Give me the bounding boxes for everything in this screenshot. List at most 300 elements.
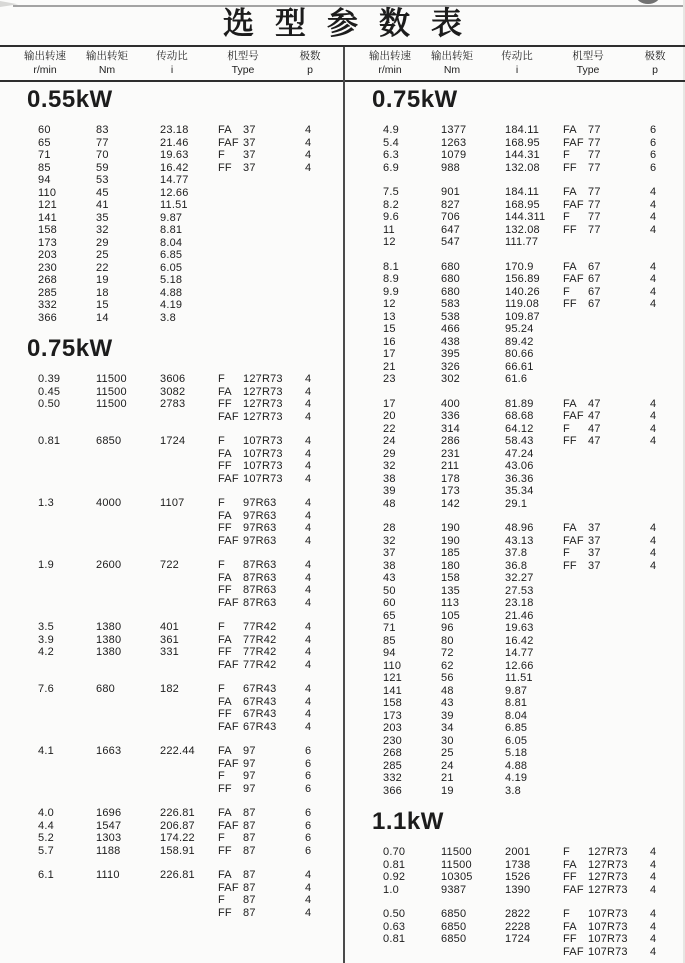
column-header-unit: r/min [378, 64, 402, 76]
table-row [0, 659, 343, 672]
type-prefix-cell [563, 735, 588, 748]
table-row [345, 435, 685, 448]
type-model-cell: 87R63 [243, 584, 277, 596]
torque-cell [96, 770, 160, 783]
torque-cell: 286 [441, 435, 460, 447]
torque-cell: 190 [441, 534, 460, 547]
torque-cell: 680 [441, 285, 460, 298]
ratio-cell [160, 572, 218, 585]
speed-cell: 71 [383, 622, 396, 634]
torque-cell: 680 [441, 260, 460, 273]
torque-cell: 1380 [96, 621, 122, 633]
type-prefix-cell: FA [563, 522, 577, 534]
speed-cell: 11 [383, 223, 395, 236]
row-group [0, 745, 343, 795]
column-header-label: 输出转矩 [86, 50, 128, 62]
torque-cell: 400 [441, 397, 460, 410]
ratio-cell: 174.22 [160, 832, 195, 844]
type-model-cell: 87R63 [243, 571, 277, 584]
ratio-cell: 222.44 [160, 745, 195, 757]
speed-cell: 37 [383, 547, 396, 559]
ratio-cell: 331 [160, 646, 179, 658]
column-header-unit: Type [576, 64, 600, 76]
poles-cell: 4 [650, 186, 657, 198]
table-row [345, 448, 685, 461]
poles-cell: 4 [650, 933, 657, 945]
table-row [345, 760, 685, 773]
type-model-cell [588, 785, 650, 798]
ratio-cell: 6.85 [505, 722, 528, 734]
poles-cell: 4 [305, 559, 312, 571]
torque-cell: 190 [441, 522, 460, 534]
table-row [0, 398, 343, 411]
poles-cell: 6 [305, 770, 312, 782]
ratio-cell: 37.8 [505, 547, 528, 559]
type-model-cell [588, 361, 650, 374]
speed-cell [38, 907, 96, 920]
ratio-cell: 144.311 [505, 211, 546, 223]
column-header-unit: Nm [98, 64, 116, 76]
table-row [0, 882, 343, 895]
poles-cell: 4 [650, 211, 657, 223]
speed-cell: 29 [383, 447, 396, 460]
torque-cell: 4000 [96, 497, 122, 509]
type-prefix-cell: F [218, 683, 225, 695]
type-prefix-cell [218, 274, 243, 287]
table-row [345, 373, 685, 386]
poles-cell [650, 735, 680, 748]
ratio-cell: 36.8 [505, 559, 528, 572]
torque-cell: 901 [441, 186, 460, 198]
ratio-cell: 43.13 [505, 534, 534, 547]
ratio-cell: 1526 [505, 871, 531, 883]
poles-cell: 4 [650, 260, 657, 273]
speed-cell [38, 659, 96, 672]
torque-cell: 647 [441, 223, 460, 236]
type-prefix-cell [563, 236, 588, 249]
table-row [0, 535, 343, 548]
table-row [0, 597, 343, 610]
torque-cell [441, 946, 505, 959]
type-model-cell: 107R73 [243, 460, 283, 472]
ratio-cell: 43.06 [505, 460, 534, 472]
ratio-cell: 27.53 [505, 584, 534, 597]
ratio-cell [160, 448, 218, 461]
type-prefix-cell: FA [218, 695, 232, 708]
ratio-cell: 722 [160, 559, 179, 571]
ratio-cell: 3.8 [505, 784, 521, 797]
type-prefix-cell: FA [218, 509, 232, 522]
table-row [345, 261, 685, 274]
type-model-cell: 127R73 [588, 846, 628, 858]
type-prefix-cell: FA [563, 186, 577, 198]
ratio-cell: 168.95 [505, 198, 540, 211]
ratio-cell: 3082 [160, 385, 186, 398]
type-model-cell [588, 498, 650, 511]
ratio-cell: 47.24 [505, 447, 534, 460]
speed-cell: 0.70 [383, 846, 406, 858]
table-row [0, 894, 343, 907]
torque-cell: 21 [441, 772, 454, 784]
poles-cell [650, 323, 680, 336]
row-group [0, 435, 343, 485]
table-row [345, 124, 685, 137]
speed-cell: 173 [38, 236, 57, 249]
ratio-cell [160, 473, 218, 486]
poles-cell [305, 287, 335, 300]
speed-cell: 3.5 [38, 621, 54, 633]
speed-cell: 16 [383, 335, 396, 348]
ratio-cell: 111.77 [505, 236, 539, 248]
poles-cell [650, 485, 680, 498]
speed-cell: 94 [38, 174, 51, 186]
type-prefix-cell: FAF [563, 198, 584, 211]
poles-cell: 6 [305, 832, 312, 844]
type-prefix-cell [563, 572, 588, 585]
type-model-cell [243, 287, 305, 300]
speed-cell: 7.6 [38, 683, 54, 695]
ratio-cell: 119.08 [505, 298, 540, 310]
ratio-cell: 401 [160, 621, 179, 633]
speed-cell: 173 [383, 709, 402, 722]
poles-cell: 4 [305, 435, 312, 447]
type-prefix-cell: FAF [218, 658, 239, 671]
speed-cell: 23 [383, 373, 396, 385]
table-row [0, 174, 343, 187]
type-model-cell: 87 [243, 869, 256, 881]
torque-cell: 1380 [96, 633, 122, 646]
torque-cell: 45 [96, 186, 109, 199]
type-prefix-cell [218, 262, 243, 275]
row-group [0, 497, 343, 547]
ratio-cell: 2228 [505, 920, 531, 933]
ratio-cell: 5.18 [505, 747, 528, 759]
column-header-poles-left [300, 49, 321, 77]
type-model-cell: 77 [588, 186, 601, 198]
poles-cell: 6 [650, 136, 657, 149]
column-header-torque-left [86, 49, 128, 77]
speed-cell: 38 [383, 472, 396, 485]
type-prefix-cell: FA [218, 571, 232, 584]
page-title: 选型参数表 [223, 6, 483, 41]
type-model-cell [588, 311, 650, 324]
poles-cell [305, 299, 335, 312]
column-header-unit: i [515, 64, 519, 76]
type-prefix-cell: F [563, 422, 570, 435]
speed-cell: 0.63 [383, 920, 406, 933]
poles-cell [650, 785, 680, 798]
type-prefix-cell: FF [218, 161, 232, 174]
poles-cell [650, 710, 680, 723]
ratio-cell: 81.89 [505, 397, 534, 410]
ratio-cell [160, 708, 218, 721]
type-model-cell: 127R73 [588, 871, 628, 883]
poles-cell [650, 660, 680, 673]
poles-cell: 4 [650, 397, 657, 410]
speed-cell: 6.3 [383, 149, 399, 161]
speed-cell: 203 [383, 722, 402, 734]
torque-cell: 1079 [441, 149, 467, 161]
torque-cell [96, 907, 160, 920]
torque-cell: 1547 [96, 819, 122, 832]
ratio-cell: 2783 [160, 398, 186, 410]
torque-cell: 43 [441, 697, 454, 709]
speed-cell [38, 597, 96, 610]
poles-cell [650, 647, 680, 660]
speed-cell [38, 770, 96, 783]
poles-cell [650, 336, 680, 349]
speed-cell: 110 [38, 186, 57, 199]
type-model-cell [588, 735, 650, 748]
poles-cell: 4 [650, 422, 657, 435]
torque-cell: 1663 [96, 745, 122, 757]
type-model-cell: 67 [588, 273, 601, 285]
speed-cell: 1.3 [38, 497, 54, 509]
type-prefix-cell: F [218, 497, 225, 509]
ratio-cell: 21.46 [505, 609, 534, 622]
ratio-cell [160, 783, 218, 796]
type-model-cell [588, 747, 650, 760]
poles-cell [650, 311, 680, 324]
speed-cell [38, 522, 96, 535]
column-header-unit: Nm [443, 64, 461, 76]
speed-cell: 13 [383, 310, 396, 323]
poles-cell [650, 498, 680, 511]
ratio-cell: 29.1 [505, 497, 528, 510]
poles-cell: 4 [650, 298, 657, 310]
ratio-cell: 170.9 [505, 260, 534, 273]
speed-cell: 8.2 [383, 198, 399, 211]
table-row [345, 149, 685, 162]
poles-cell [650, 697, 680, 710]
table-row [0, 708, 343, 721]
type-prefix-cell: FF [563, 559, 577, 572]
table-row [0, 497, 343, 510]
poles-cell: 4 [305, 894, 312, 906]
torque-cell: 1303 [96, 832, 122, 844]
torque-cell [96, 460, 160, 473]
type-model-cell [588, 323, 650, 336]
torque-cell: 6850 [441, 920, 467, 933]
table-row [345, 859, 685, 872]
poles-cell: 4 [650, 522, 657, 534]
type-prefix-cell [563, 473, 588, 486]
speed-cell: 268 [38, 274, 57, 286]
speed-cell: 1.0 [383, 883, 399, 896]
poles-cell [650, 236, 680, 249]
row-group [0, 869, 343, 919]
ratio-cell: 1724 [505, 933, 531, 945]
type-prefix-cell: FAF [218, 534, 239, 547]
table-row [345, 211, 685, 224]
type-prefix-cell: FAF [563, 534, 584, 547]
type-prefix-cell [218, 299, 243, 312]
ratio-cell: 158.91 [160, 844, 195, 857]
poles-cell: 6 [305, 807, 312, 819]
type-prefix-cell: FA [218, 124, 232, 136]
type-prefix-cell: FAF [218, 410, 239, 423]
ratio-cell: 184.11 [505, 124, 540, 136]
poles-cell [305, 174, 335, 187]
table-row [345, 485, 685, 498]
ratio-cell: 140.26 [505, 285, 540, 298]
type-model-cell: 87 [243, 906, 256, 919]
torque-cell: 395 [441, 348, 460, 360]
type-prefix-cell: FF [563, 871, 577, 883]
row-group [0, 621, 343, 671]
poles-cell: 4 [305, 497, 312, 509]
table-row [0, 807, 343, 820]
type-prefix-cell [218, 187, 243, 200]
ratio-cell: 4.88 [505, 759, 528, 772]
type-prefix-cell: FAF [218, 136, 239, 149]
type-model-cell: 87 [243, 894, 256, 906]
speed-cell: 60 [383, 597, 396, 609]
type-prefix-cell [563, 785, 588, 798]
table-row [345, 535, 685, 548]
ratio-cell: 184.11 [505, 186, 540, 198]
speed-cell: 141 [38, 211, 57, 224]
type-model-cell: 107R73 [243, 447, 283, 460]
torque-cell: 6850 [441, 908, 467, 920]
torque-cell: 48 [441, 684, 454, 697]
table-row [0, 584, 343, 597]
ratio-cell: 132.08 [505, 223, 540, 236]
poles-cell: 4 [305, 720, 312, 733]
table-row [345, 685, 685, 698]
speed-cell: 230 [383, 734, 402, 747]
table-row [345, 398, 685, 411]
table-row [0, 745, 343, 758]
ratio-cell: 14.77 [160, 174, 189, 186]
type-prefix-cell: FF [218, 844, 232, 857]
table-row [0, 621, 343, 634]
torque-cell: 70 [96, 149, 109, 161]
table-row [0, 646, 343, 659]
ratio-cell: 11.51 [160, 199, 188, 211]
speed-cell: 9.9 [383, 285, 399, 298]
type-prefix-cell: F [218, 621, 225, 633]
speed-cell: 5.4 [383, 136, 399, 149]
type-prefix-cell [563, 685, 588, 698]
type-model-cell: 127R73 [243, 385, 283, 398]
speed-cell: 5.7 [38, 844, 54, 857]
table-row [345, 622, 685, 635]
poles-cell [305, 237, 335, 250]
type-prefix-cell [563, 760, 588, 773]
torque-cell: 35 [96, 211, 109, 224]
table-row [0, 162, 343, 175]
ratio-cell: 1738 [505, 858, 531, 871]
table-row [0, 448, 343, 461]
table-row [345, 137, 685, 150]
table-row [0, 249, 343, 262]
table-row [0, 783, 343, 796]
type-prefix-cell [563, 373, 588, 386]
speed-cell [38, 758, 96, 771]
type-prefix-cell [218, 312, 243, 325]
column-header-label: 输出转速 [369, 50, 411, 62]
table-row [345, 273, 685, 286]
table-row [345, 697, 685, 710]
ratio-cell: 1724 [160, 435, 186, 447]
type-prefix-cell: FF [218, 646, 232, 658]
type-prefix-cell [218, 287, 243, 300]
table-row [0, 299, 343, 312]
speed-cell: 15 [383, 323, 396, 335]
ratio-cell: 19.63 [160, 149, 189, 161]
poles-cell: 4 [305, 906, 312, 919]
ratio-cell: 109.87 [505, 310, 540, 323]
poles-cell: 6 [305, 782, 312, 795]
torque-cell [96, 659, 160, 672]
table-row [0, 758, 343, 771]
type-prefix-cell [563, 672, 588, 685]
speed-cell [38, 783, 96, 796]
type-prefix-cell: FF [563, 933, 577, 945]
ratio-cell: 95.24 [505, 323, 534, 335]
speed-cell: 121 [383, 672, 402, 684]
row-group [345, 398, 685, 511]
poles-cell: 4 [650, 908, 657, 920]
torque-cell: 41 [96, 199, 109, 211]
poles-cell: 4 [305, 596, 312, 609]
type-model-cell [588, 572, 650, 585]
poles-cell [650, 597, 680, 610]
speed-cell: 71 [38, 149, 51, 161]
table-row [0, 572, 343, 585]
type-prefix-cell [563, 597, 588, 610]
type-model-cell [588, 460, 650, 473]
ratio-cell: 16.42 [505, 634, 534, 647]
speed-cell: 24 [383, 435, 396, 447]
table-row [0, 435, 343, 448]
type-prefix-cell [563, 622, 588, 635]
poles-cell [305, 199, 335, 212]
poles-cell: 4 [305, 373, 312, 385]
poles-cell [305, 187, 335, 200]
speed-cell: 50 [383, 584, 396, 597]
ratio-cell: 8.81 [160, 224, 183, 236]
type-model-cell: 77 [588, 198, 601, 211]
table-row [345, 908, 685, 921]
torque-cell: 1377 [441, 124, 467, 136]
poles-cell: 4 [650, 273, 657, 285]
ratio-cell [160, 597, 218, 610]
table-row [0, 149, 343, 162]
poles-cell [650, 473, 680, 486]
table-row [345, 710, 685, 723]
section-power-label: 0.55kW [27, 86, 113, 113]
type-model-cell [588, 760, 650, 773]
ratio-cell: 2001 [505, 846, 531, 858]
table-row [345, 460, 685, 473]
type-prefix-cell [563, 361, 588, 374]
table-row [345, 286, 685, 299]
speed-cell: 0.81 [383, 858, 406, 871]
speed-cell: 332 [38, 299, 57, 311]
ratio-cell [160, 584, 218, 597]
torque-cell: 22 [96, 261, 109, 274]
torque-cell: 1110 [96, 869, 120, 881]
table-row [0, 460, 343, 473]
ratio-cell: 66.61 [505, 360, 534, 373]
type-prefix-cell: F [218, 832, 225, 844]
type-prefix-cell [563, 660, 588, 673]
speed-cell: 94 [383, 647, 396, 659]
table-row [345, 647, 685, 660]
poles-cell: 4 [305, 522, 312, 534]
